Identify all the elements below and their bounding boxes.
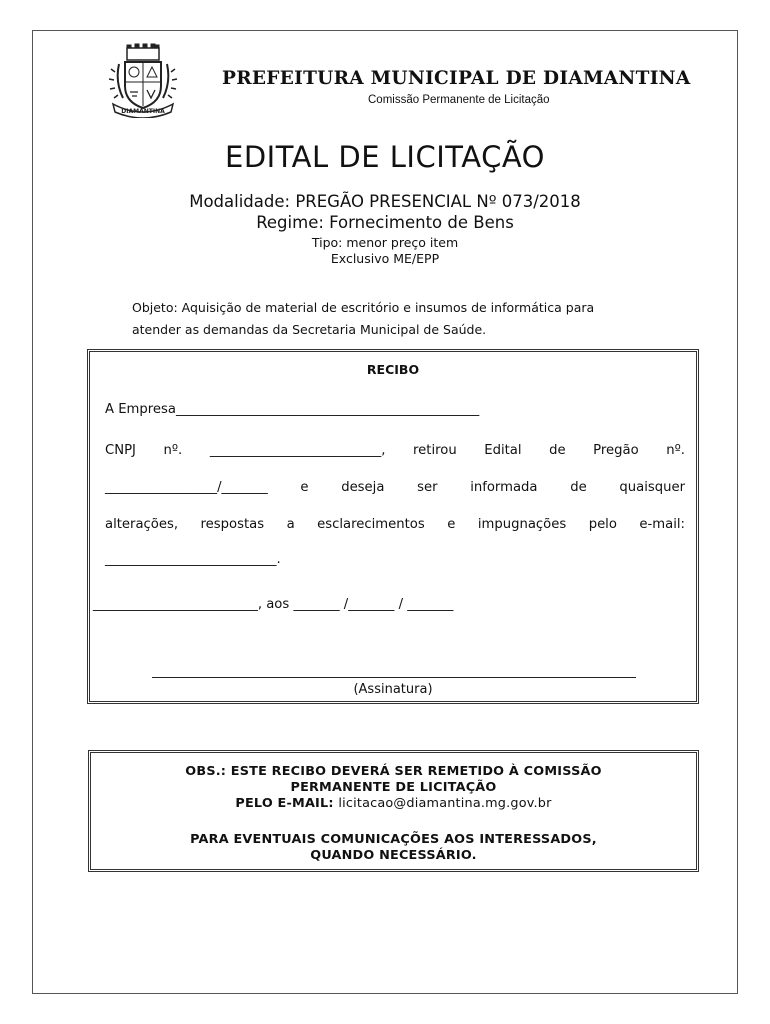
edital-field: _________________/_______ e deseja ser informada de quaisquer [105, 480, 685, 495]
email-field: __________________________. [105, 552, 281, 567]
org-name: PREFEITURA MUNICIPAL DE DIAMANTINA [222, 68, 691, 89]
obs-email-line [91, 796, 696, 811]
obs-line-1: OBS.: ESTE RECIBO DEVERÁ SER REMETIDO À COMISSÃO [185, 764, 602, 779]
recibo-form [87, 349, 699, 704]
signature-label: (Assinatura) [353, 682, 433, 697]
document-title: EDITAL DE LICITAÇÃO [225, 140, 545, 174]
regime: Regime: Fornecimento de Bens [256, 213, 514, 232]
objeto-line-2: atender as demandas da Secretaria Municipal de Saúde. [132, 322, 487, 337]
obs-line-5: QUANDO NECESSÁRIO. [310, 848, 477, 863]
obs-email-label: PELO E-MAIL: [235, 796, 334, 811]
obs-email-address: licitacao@diamantina.mg.gov.br [338, 796, 552, 811]
obs-line-2: PERMANENTE DE LICITAÇÃO [290, 780, 497, 795]
obs-line-4: PARA EVENTUAIS COMUNICAÇÕES AOS INTERESSADOS, [190, 832, 597, 847]
seal-banner-text: DIAMANTINA [121, 108, 165, 115]
exclusivo: Exclusivo ME/EPP [330, 251, 440, 266]
objeto-line-1: Objeto: Aquisição de material de escritório e insumos de informática para [132, 300, 595, 315]
org-subtitle: Comissão Permanente de Licitação [368, 94, 550, 106]
recibo-title: RECIBO [366, 362, 420, 377]
obs-box [88, 750, 699, 872]
cnpj-field: CNPJ nº. __________________________, retirou Edital de Pregão nº. [105, 443, 685, 458]
coat-of-arms-seal [105, 42, 181, 118]
tipo: Tipo: menor preço item [311, 235, 459, 250]
empresa-field: A Empresa______________________________________________ [105, 402, 480, 417]
local-data-field: _________________________, aos _______ /_______ / _______ [93, 597, 454, 612]
modalidade: Modalidade: PREGÃO PRESENCIAL Nº 073/2018 [189, 192, 581, 211]
signature-line [152, 677, 636, 678]
alteracoes-text: alterações, respostas a esclarecimentos e impugnações pelo e-mail: [105, 517, 685, 532]
objeto-text [132, 297, 692, 341]
